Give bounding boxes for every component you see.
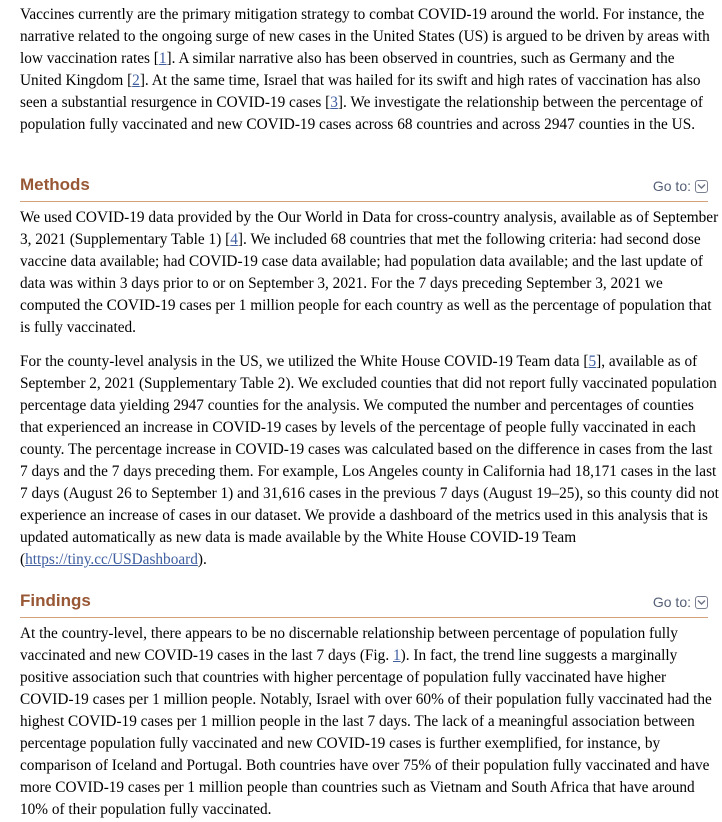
findings-goto-button[interactable] [653,594,708,610]
intro-text: Vaccines currently are the primary mitigation strategy to combat COVID-19 around the world. For instance, the narrative related to the ongoing surge of new cases in the United States (US) is argued to be driven by areas with low vaccination rates [ [20,6,710,67]
methods-paragraph-1 [20,207,720,339]
intro-text: ]. A similar narrative also has been observed in countries, such as Germany and the United Kingdom [ [20,50,675,89]
goto-label: Go to: [652,594,691,610]
chevron-down-icon [695,596,708,609]
findings-heading: Findings [20,591,91,610]
methods-heading: Methods [20,175,90,194]
ref-link-3[interactable]: 3 [330,94,338,111]
methods-text: We used COVID-19 data provided by the Our World in Data for cross-country analysis, available as of September 3, 2021 (Supplementary Table 1) [ [20,209,719,248]
ref-link-2[interactable]: 2 [132,72,140,89]
fig-link-1[interactable]: 1 [392,647,401,664]
methods-paragraph-2 [20,351,720,571]
intro-paragraph [20,4,720,136]
goto-label: Go to: [652,178,691,194]
ref-link-4[interactable]: 4 [230,231,238,248]
dashboard-link[interactable]: https://tiny.cc/USDashboard [25,551,198,568]
intro-text: ]. At the same time, Israel that was hailed for its swift and high rates of vaccination has also seen a substantial resurgence in COVID-19 cases [ [20,72,701,111]
findings-header [20,591,708,618]
methods-text: For the county-level analysis in the US, we utilized the White House COVID-19 Team data [ [20,353,589,370]
findings-paragraph-1 [20,623,720,821]
ref-link-5[interactable]: 5 [588,353,597,370]
intro-text: ]. We investigate the relationship between the percentage of population fully vaccinated and new COVID-19 cases across 68 countries and across 2947 counties in the US. [20,94,703,133]
methods-header [20,175,708,202]
methods-text: ], available as of September 2, 2021 (Supplementary Table 2). We excluded counties that did not report fully vaccinated population percentage data yielding 2947 counties for the analysis. We computed the number and percentages of counties that experienced an increase in COVID-19 cases by levels of the percentage of people fully vaccinated in each county. The percentage increase in COVID-19 cases was calculated based on the difference in cases from the last 7 days and the 7 days preceding them. For example, Los Angeles county in California had 18,171 cases in the last 7 days (August 26 to September 1) and 31,616 cases in the previous 7 days (August 19–25), so this county did not experience an increase of cases in our dataset. We provide a dashboard of the metrics used in this analysis that is updated automatically as new data is made available by the White House COVID-19 Team ( [20,353,719,568]
methods-goto-button[interactable] [653,178,708,194]
ref-link-1[interactable]: 1 [158,50,167,67]
methods-text: ). [197,551,207,568]
methods-text: ]. We included 68 countries that met the following criteria: had second dose vaccine data available; had COVID-19 case data available; had population data available; and the last update of data was within 3 days prior to or on September 3, 2021. For the 7 days preceding September 3, 2021 we computed the COVID-19 cases per 1 million people for each country as well as the percentage of population that is fully vaccinated. [20,231,712,336]
findings-text: At the country-level, there appears to be no discernable relationship between percentage of population fully vaccinated and new COVID-19 cases in the last 7 days (Fig. [20,625,678,664]
findings-text: ). In fact, the trend line suggests a marginally positive association such that countries with higher percentage of population fully vaccinated have higher COVID-19 cases per 1 million people. Notably, Israel with over 60% of their population fully vaccinated had the highest COVID-19 cases per 1 million people in the last 7 days. The lack of a meaningful association between percentage population fully vaccinated and new COVID-19 cases is further exemplified, for instance, by comparison of Iceland and Portugal. Both countries have over 75% of their population fully vaccinated and have more COVID-19 cases per 1 million people than countries such as Vietnam and South Africa that have around 10% of their population fully vaccinated. [20,647,712,818]
chevron-down-icon [695,180,708,193]
